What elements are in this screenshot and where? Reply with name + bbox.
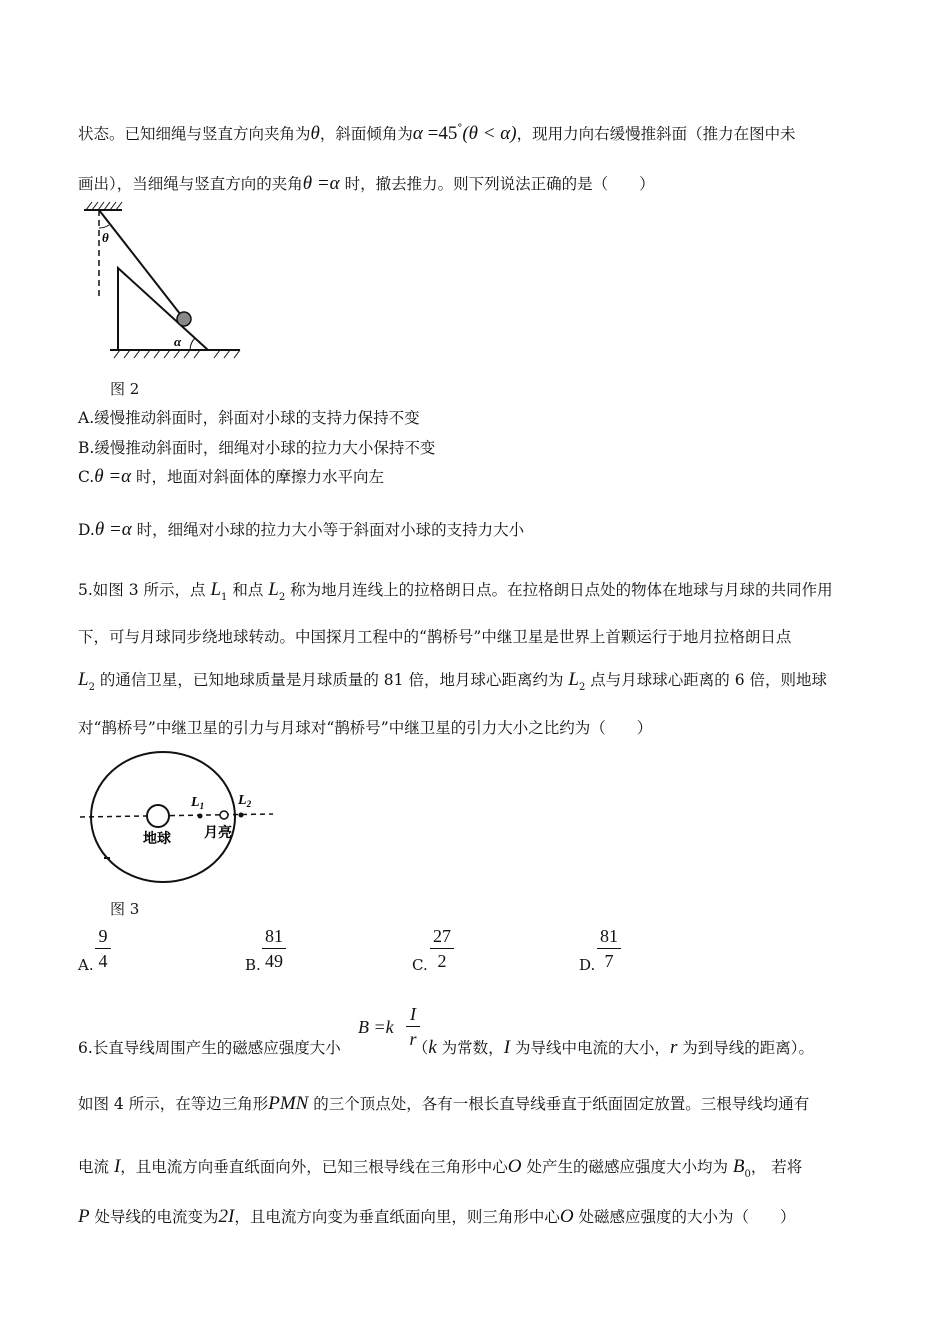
figure-3-earth-moon-diagram (78, 750, 278, 892)
fig2-theta-label: θ (102, 230, 109, 245)
ball (177, 312, 191, 326)
q6-stem-line2: 如图 4 所示，在等边三角形PMN 的三个顶点处，各有一根长直导线垂直于纸面固定放置。三根导线均通有 (78, 1093, 810, 1114)
q6-stem-line3: 电流 I，且电流方向垂直纸面向外，已知三根导线在三角形中心O 处产生的磁感应强度大小均为 $B_0$， 若将 (78, 1156, 803, 1180)
q5-stem-line4: 对“鹊桥号”中继卫星的引力与月球对“鹊桥号”中继卫星的引力大小之比约为（ ） (78, 719, 653, 737)
svg-text:L2: $L_2$ (238, 793, 252, 809)
q5-choice-b-label[interactable]: B. (245, 956, 261, 974)
q5-choice-a-label[interactable]: A. (78, 956, 94, 974)
q5-stem-line3: $L_2$ 的通信卫星，已知地球质量是月球质量的 81 倍，地月球心距离约为 $L_2$ 点与月球球心距离的 6 倍，则地球 (78, 669, 827, 693)
svg-text:L1: $L_1$ (191, 795, 205, 811)
figure-2-caption: 图 2 (110, 380, 140, 398)
q5-choice-b-fraction[interactable]: 81 49 (262, 926, 286, 971)
q5-choice-c-fraction[interactable]: 27 2 (430, 926, 454, 971)
q4-option-a[interactable]: A.缓慢推动斜面时，斜面对小球的支持力保持不变 (78, 409, 420, 427)
q4-stem-line1: 状态。已知细绳与竖直方向夹角为θ，斜面倾角为α =45°(θ < α)，现用力向右缓慢推斜面（推力在图中未 (78, 123, 796, 144)
point-L1 (198, 814, 203, 819)
point-L2 (239, 813, 244, 818)
figure-3-caption: 图 3 (110, 900, 140, 918)
theta-symbol: θ (310, 123, 320, 144)
q5-stem-line2: 下，可与月球同步绕地球转动。中国探月工程中的“鹊桥号”中继卫星是世界上首颗运行于地月拉格朗日点 (78, 628, 792, 646)
q4-option-d[interactable]: D.θ =α 时，细绳对小球的拉力大小等于斜面对小球的支持力大小 (78, 519, 525, 540)
moon (220, 811, 228, 819)
figure-2-incline-diagram (78, 198, 248, 363)
q4-option-b[interactable]: B.缓慢推动斜面时，细绳对小球的拉力大小保持不变 (78, 439, 436, 457)
fig3-moon-label: 月亮 (204, 825, 232, 841)
fig3-earth-label: 地球 (143, 831, 171, 847)
q5-choice-d-fraction[interactable]: 81 7 (597, 926, 621, 971)
q6-stem-line4: P 处导线的电流变为2I，且电流方向变为垂直纸面向里，则三角形中心O 处磁感应强度的大小为（ ） (78, 1206, 796, 1227)
q5-choice-d-label[interactable]: D. (579, 956, 596, 974)
q5-choice-c-label[interactable]: C. (412, 956, 428, 974)
q4-option-c[interactable]: C.θ =α 时，地面对斜面体的摩擦力水平向左 (78, 466, 385, 487)
fig2-alpha-label: α (174, 334, 182, 349)
q4-stem-line2: 画出），当细绳与竖直方向的夹角θ =α 时，撤去推力。则下列说法正确的是（ ） (78, 173, 655, 194)
earth (147, 805, 169, 827)
q6-stem-line1: 6.长直导线周围产生的磁感应强度大小 （k 为常数，I 为导线中电流的大小，r 为到导线的距离）。 (78, 1037, 815, 1058)
q5-stem-line1: 5.如图 3 所示，点 $L_1$ 和点 $L_2$ 称为地月连线上的拉格朗日点。在拉格朗日点处的物体在地球与月球的共同作用 (78, 579, 833, 603)
q5-choice-a-fraction[interactable]: 9 4 (95, 926, 111, 971)
